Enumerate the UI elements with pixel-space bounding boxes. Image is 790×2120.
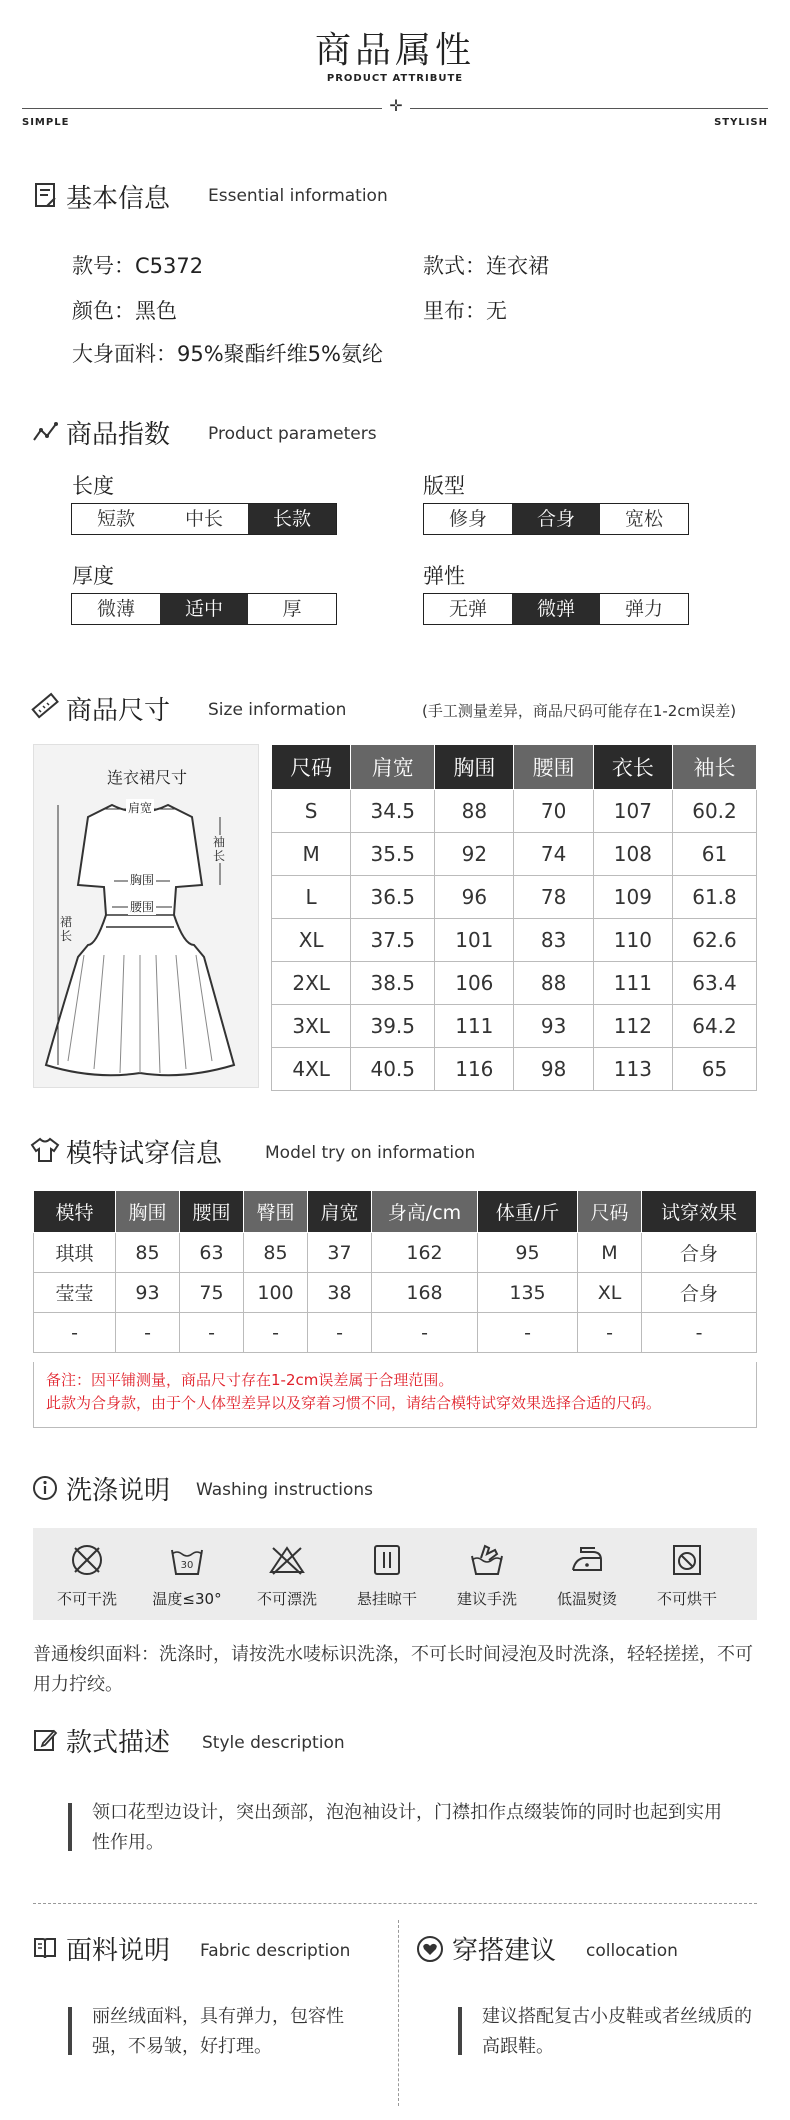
table-cell: 琪琪	[34, 1233, 116, 1273]
param-option: 无弹	[448, 598, 487, 620]
heart-icon	[416, 1935, 444, 1963]
info-style-no: 款号：C5372	[72, 254, 204, 278]
table-cell: 62.6	[673, 919, 757, 962]
params-title: 商品指数	[66, 420, 171, 450]
param-fit-scale	[423, 503, 689, 535]
size-header-row	[272, 745, 757, 790]
tag-simple: SIMPLE	[22, 117, 70, 128]
table-cell: 38.5	[351, 962, 435, 1005]
table-cell: 65	[673, 1048, 757, 1091]
table-cell: L	[272, 876, 351, 919]
table-cell: 38	[308, 1273, 372, 1313]
wash-label: 不可干洗	[56, 1590, 117, 1608]
low-iron-icon	[567, 1540, 607, 1580]
wash-item	[641, 1540, 733, 1609]
model-title: 模特试穿信息	[66, 1139, 223, 1169]
table-cell: -	[642, 1313, 757, 1353]
table-cell: 108	[593, 833, 672, 876]
table-row	[272, 876, 757, 919]
model-table	[33, 1190, 757, 1353]
table-cell: 64.2	[673, 1005, 757, 1048]
no-bleach-icon	[267, 1540, 307, 1580]
style-text: 领口花型边设计，突出颈部，泡泡袖设计，门襟扣作点缀装饰的同时也起到实用性作用。	[92, 1802, 722, 1853]
header-divider-left	[22, 108, 382, 109]
size-col-chest: 胸围	[435, 745, 514, 790]
param-option: 中长	[184, 508, 223, 530]
model-col-hip: 臀围	[244, 1191, 308, 1233]
table-cell: 83	[514, 919, 593, 962]
param-length-scale	[71, 503, 337, 535]
param-thickness-label: 厚度	[72, 564, 114, 588]
wash-label: 低温熨烫	[556, 1590, 617, 1608]
table-cell: 110	[593, 919, 672, 962]
table-row	[272, 1048, 757, 1091]
table-cell: 111	[435, 1005, 514, 1048]
table-cell: 37.5	[351, 919, 435, 962]
hand-wash-icon	[467, 1540, 507, 1580]
table-cell: 106	[435, 962, 514, 1005]
model-col-height: 身高/cm	[372, 1191, 478, 1233]
size-title: 商品尺寸	[66, 696, 171, 726]
table-cell: 63.4	[673, 962, 757, 1005]
table-cell: 61	[673, 833, 757, 876]
wash-label: 温度≤30°	[152, 1590, 222, 1608]
model-col-size: 尺码	[578, 1191, 642, 1233]
shirt-icon	[30, 1137, 60, 1163]
table-cell: 111	[593, 962, 672, 1005]
section-divider	[33, 1903, 757, 1904]
fabric-title-en: Fabric description	[200, 1941, 351, 1961]
page-title: 商品属性	[314, 30, 475, 71]
table-cell: 61.8	[673, 876, 757, 919]
model-col-name: 模特	[34, 1191, 116, 1233]
book-icon	[32, 1935, 58, 1961]
wash-title: 洗涤说明	[66, 1476, 171, 1506]
table-cell: 4XL	[272, 1048, 351, 1091]
table-cell: 93	[514, 1005, 593, 1048]
wash-label: 不可漂洗	[256, 1590, 317, 1608]
param-elastic-label: 弹性	[423, 564, 465, 588]
page-subtitle: PRODUCT ATTRIBUTE	[326, 73, 464, 84]
model-col-waist: 腰围	[180, 1191, 244, 1233]
table-cell: 109	[593, 876, 672, 919]
table-cell: 合身	[642, 1233, 757, 1273]
table-cell: 101	[435, 919, 514, 962]
wash-item	[141, 1540, 233, 1609]
table-cell: -	[34, 1313, 116, 1353]
param-thickness-scale	[71, 593, 337, 625]
model-col-chest: 胸围	[116, 1191, 180, 1233]
match-text: 建议搭配复古小皮鞋或者丝绒质的高跟鞋。	[482, 2006, 752, 2057]
table-cell: 莹莹	[34, 1273, 116, 1313]
model-col-shoulder: 肩宽	[308, 1191, 372, 1233]
table-cell: -	[372, 1313, 478, 1353]
table-cell: 168	[372, 1273, 478, 1313]
info-style-type: 款式：连衣裙	[423, 254, 549, 278]
wash-temp-text: 30	[180, 1560, 194, 1571]
table-cell: 63	[180, 1233, 244, 1273]
table-row	[272, 1005, 757, 1048]
match-title-en: collocation	[586, 1941, 678, 1961]
diagram-waist-label: 腰围	[130, 900, 155, 914]
table-row	[272, 962, 757, 1005]
header-divider-right	[410, 108, 768, 109]
params-title-en: Product parameters	[208, 424, 377, 444]
table-cell: 162	[372, 1233, 478, 1273]
style-bar	[68, 1803, 72, 1851]
model-col-effect: 试穿效果	[642, 1191, 757, 1233]
wash-text: 普通梭织面料：洗涤时，请按洗水唛标识洗涤，不可长时间浸泡及时洗涤，轻轻搓搓，不可用力拧绞。	[33, 1644, 753, 1695]
table-cell: 93	[116, 1273, 180, 1313]
hang-dry-icon	[367, 1540, 407, 1580]
match-bar	[458, 2007, 462, 2055]
ruler-icon	[30, 692, 60, 722]
param-option: 修身	[448, 508, 487, 530]
model-col-weight: 体重/斤	[478, 1191, 578, 1233]
basic-title: 基本信息	[66, 184, 171, 214]
basic-title-en: Essential information	[208, 186, 388, 206]
table-row	[272, 919, 757, 962]
table-cell: 75	[180, 1273, 244, 1313]
table-row	[272, 833, 757, 876]
table-cell: 100	[244, 1273, 308, 1313]
info-icon	[32, 1475, 58, 1501]
size-col-size: 尺码	[272, 745, 351, 790]
param-elastic-scale	[423, 593, 689, 625]
info-fabric: 大身面料：95%聚酯纤维5%氨纶	[72, 342, 383, 366]
table-cell: 39.5	[351, 1005, 435, 1048]
table-cell: 88	[514, 962, 593, 1005]
param-option: 微薄	[96, 598, 135, 620]
table-cell: 85	[244, 1233, 308, 1273]
size-table	[271, 744, 757, 1091]
table-cell: -	[116, 1313, 180, 1353]
param-option: 适中	[160, 594, 248, 624]
document-icon	[33, 182, 59, 208]
table-cell: 113	[593, 1048, 672, 1091]
size-col-sleeve: 袖长	[673, 745, 757, 790]
diagram-shoulder-label: 肩宽	[128, 801, 153, 815]
wash-item	[441, 1540, 533, 1609]
info-lining: 里布：无	[423, 299, 507, 323]
size-col-shoulder: 肩宽	[351, 745, 435, 790]
size-col-length: 衣长	[593, 745, 672, 790]
wash-title-en: Washing instructions	[196, 1480, 374, 1500]
model-header-row	[34, 1191, 757, 1233]
table-cell: -	[478, 1313, 578, 1353]
diagram-chest-label: 胸围	[130, 873, 155, 887]
diagram-length-label: 裙长	[60, 915, 73, 943]
fabric-text: 丽丝绒面料，具有弹力，包容性强，不易皱，好打理。	[92, 2006, 344, 2057]
table-cell: 74	[514, 833, 593, 876]
param-option: 微弹	[512, 594, 600, 624]
table-cell: XL	[272, 919, 351, 962]
tag-stylish: STYLISH	[714, 117, 768, 128]
param-fit-label: 版型	[423, 474, 465, 498]
size-note: (手工测量差异，商品尺码可能存在1-2cm误差)	[422, 702, 737, 720]
match-title: 穿搭建议	[452, 1936, 557, 1966]
size-title-en: Size information	[208, 700, 347, 720]
table-cell: 78	[514, 876, 593, 919]
no-dry-clean-icon	[67, 1540, 107, 1580]
model-note-2: 此款为合身款，由于个人体型差异以及穿着习惯不同，请结合模特试穿效果选择合适的尺码。	[46, 1394, 662, 1412]
table-row	[34, 1313, 757, 1353]
table-cell: 116	[435, 1048, 514, 1091]
table-cell: 96	[435, 876, 514, 919]
table-cell: 合身	[642, 1273, 757, 1313]
style-title: 款式描述	[66, 1728, 171, 1758]
no-tumble-dry-icon	[667, 1540, 707, 1580]
table-row	[272, 790, 757, 833]
table-cell: 88	[435, 790, 514, 833]
table-cell: 3XL	[272, 1005, 351, 1048]
wash-item	[541, 1540, 633, 1609]
table-row	[34, 1273, 757, 1313]
table-cell: 2XL	[272, 962, 351, 1005]
model-note-1: 备注：因平铺测量，商品尺寸存在1-2cm误差属于合理范围。	[46, 1371, 454, 1389]
param-option: 合身	[512, 504, 600, 534]
table-cell: 70	[514, 790, 593, 833]
table-cell: 37	[308, 1233, 372, 1273]
dress-diagram	[33, 744, 259, 1088]
table-cell: M	[272, 833, 351, 876]
wash-item	[41, 1540, 133, 1609]
table-cell: -	[578, 1313, 642, 1353]
model-note-box	[33, 1362, 757, 1428]
diagram-title: 连衣裙尺寸	[106, 768, 187, 787]
wash-label: 悬挂晾干	[356, 1590, 417, 1608]
param-option: 宽松	[624, 508, 663, 530]
table-row	[34, 1233, 757, 1273]
column-divider	[398, 1920, 399, 2106]
table-cell: -	[244, 1313, 308, 1353]
table-cell: XL	[578, 1273, 642, 1313]
param-option: 弹力	[624, 598, 663, 620]
table-cell: M	[578, 1233, 642, 1273]
table-cell: 40.5	[351, 1048, 435, 1091]
table-cell: 135	[478, 1273, 578, 1313]
table-cell: -	[308, 1313, 372, 1353]
table-cell: 107	[593, 790, 672, 833]
fabric-title: 面料说明	[66, 1936, 171, 1966]
diagram-sleeve-label: 袖长	[213, 835, 226, 863]
trend-icon	[32, 420, 60, 444]
wash-icons-panel	[33, 1528, 757, 1620]
size-col-waist: 腰围	[514, 745, 593, 790]
table-cell: 60.2	[673, 790, 757, 833]
table-cell: 36.5	[351, 876, 435, 919]
info-color: 颜色：黑色	[72, 299, 177, 323]
style-title-en: Style description	[202, 1733, 345, 1753]
param-option: 长款	[248, 504, 336, 534]
param-option: 短款	[96, 508, 135, 530]
param-length-label: 长度	[72, 474, 114, 498]
wash-label: 建议手洗	[456, 1590, 517, 1608]
edit-icon	[32, 1727, 58, 1753]
table-cell: 34.5	[351, 790, 435, 833]
param-option: 厚	[282, 598, 302, 620]
table-cell: 92	[435, 833, 514, 876]
table-cell: -	[180, 1313, 244, 1353]
table-cell: 112	[593, 1005, 672, 1048]
wash-label: 不可烘干	[656, 1590, 717, 1608]
table-cell: 95	[478, 1233, 578, 1273]
wash-item	[241, 1540, 333, 1609]
table-cell: S	[272, 790, 351, 833]
table-cell: 85	[116, 1233, 180, 1273]
model-title-en: Model try on information	[265, 1143, 476, 1163]
plus-icon: ✛	[389, 96, 403, 115]
wash-item	[341, 1540, 433, 1609]
table-cell: 35.5	[351, 833, 435, 876]
fabric-bar	[68, 2007, 72, 2055]
wash-30-icon	[167, 1540, 207, 1580]
table-cell: 98	[514, 1048, 593, 1091]
